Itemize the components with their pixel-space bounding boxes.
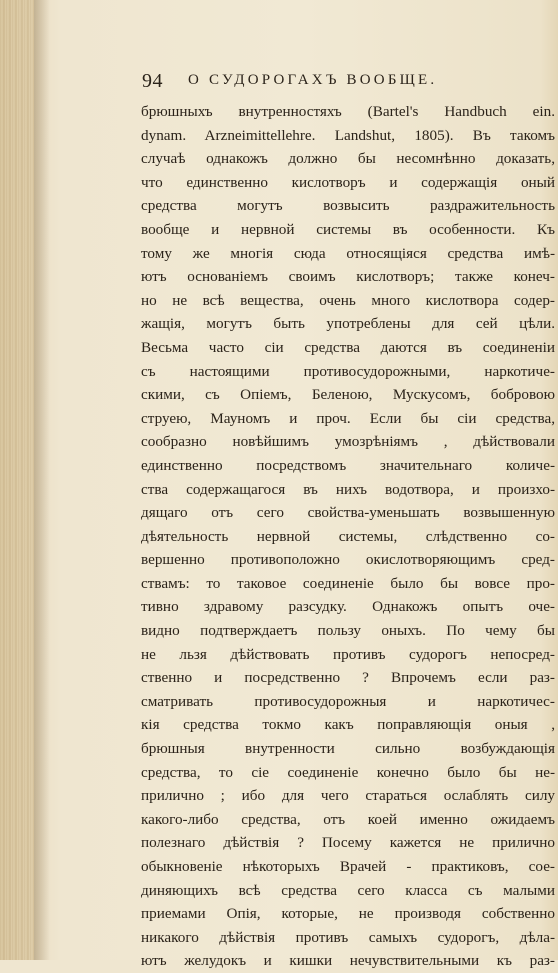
text-line: скими, съ Опіемъ, Беленою, Мускусомъ, бобровою	[141, 386, 555, 404]
text-line: средства, то сіе соединеніе конечно было бы не-	[141, 763, 555, 781]
text-line: ственно и посредственно ? Впрочемъ если раз-	[141, 669, 555, 687]
text-line: ствамъ: то таковое соединеніе было бы вовсе про-	[141, 574, 555, 592]
text-line: какого-либо средства, отъ коей именно ожидаемъ	[141, 810, 555, 828]
text-line: жащія, могутъ быть употреблены для сей цѣли.	[141, 315, 555, 333]
text-line: Весьма часто сіи средства даются въ соединеніи	[141, 338, 555, 356]
text-line: брюшныя внутренности сильно возбуждающія	[141, 740, 555, 758]
text-line: видно подтверждаетъ пользу оныхъ. По чему бы	[141, 622, 555, 640]
body-text	[141, 100, 555, 973]
text-line: что единственно кислотворъ и содержащія оный	[141, 173, 555, 191]
text-line: дѣятельность нервной системы, слѣдственно со-	[141, 527, 555, 545]
text-line: тивно здравому разсудку. Однакожъ опытъ оче-	[141, 598, 555, 616]
text-line: dynam. Arzneimittellehre. Landshut, 1805). Въ такомъ	[141, 126, 555, 144]
text-line: диняющихъ всѣ средства сего класса съ малыми	[141, 881, 555, 899]
text-line: не льзя дѣйствовать противъ судорогъ непосред-	[141, 645, 555, 663]
text-line: полезнаго дѣйствія ? Посему кажется не прилично	[141, 834, 555, 852]
text-line: сообразно новѣйшимъ умозрѣніямъ , дѣйствовали	[141, 433, 555, 451]
text-line: кія средства токмо какъ поправляющія оныя ,	[141, 716, 555, 734]
text-line: ства содержащагося въ нихъ водотвора, и произхо-	[141, 480, 555, 498]
book-spine-edge	[0, 0, 34, 960]
text-line: приемами Опія, которые, не производя собственно	[141, 905, 555, 923]
page-header	[128, 70, 548, 98]
text-line: единственно посредствомъ значительнаго количе-	[141, 456, 555, 474]
text-line: вершенно противоположно окислотворяющимъ сред-	[141, 551, 555, 569]
gutter-shadow	[34, 0, 50, 960]
text-line: съ настоящими противосудорожными, наркотиче-	[141, 362, 555, 380]
text-line: обыкновеніе нѣкоторыхъ Врачей - практиковъ, сое-	[141, 858, 555, 875]
text-line: ютъ основаніемъ своимъ кислотворъ; также конеч-	[141, 268, 555, 286]
running-title: О СУДОРОГАХЪ ВООБЩЕ.	[188, 72, 438, 88]
text-line: тому же многія сюда относящіяся средства имѣ-	[141, 244, 555, 262]
text-line: струею, Мауномъ и проч. Если бы сіи средства,	[141, 409, 555, 427]
page-number: 94	[142, 70, 163, 92]
text-line: ютъ желудокъ и кишки нечувствительными къ раз-	[141, 952, 555, 970]
text-line: но не всѣ вещества, очень много кислотвора содер-	[141, 291, 555, 309]
text-line: брюшныхъ внутренностяхъ (Bartel's Handbuch ein.	[141, 103, 555, 120]
text-line: вообще и нервной системы въ особенности. Къ	[141, 220, 555, 238]
text-line: случаѣ однакожъ должно бы несомнѣнно доказать,	[141, 150, 555, 168]
text-line: сматривать противосудорожныя и наркотичес-	[141, 692, 555, 710]
text-line: дящаго отъ сего свойства-уменьшать возвышенную	[141, 504, 555, 522]
text-line: никакого дѣйствія противъ самыхъ судорогъ, дѣла-	[141, 928, 555, 946]
text-line: прилично ; ибо для чего стараться ослаблять силу	[141, 787, 555, 805]
text-line: средства могутъ возвысить раздражительность	[141, 197, 555, 215]
